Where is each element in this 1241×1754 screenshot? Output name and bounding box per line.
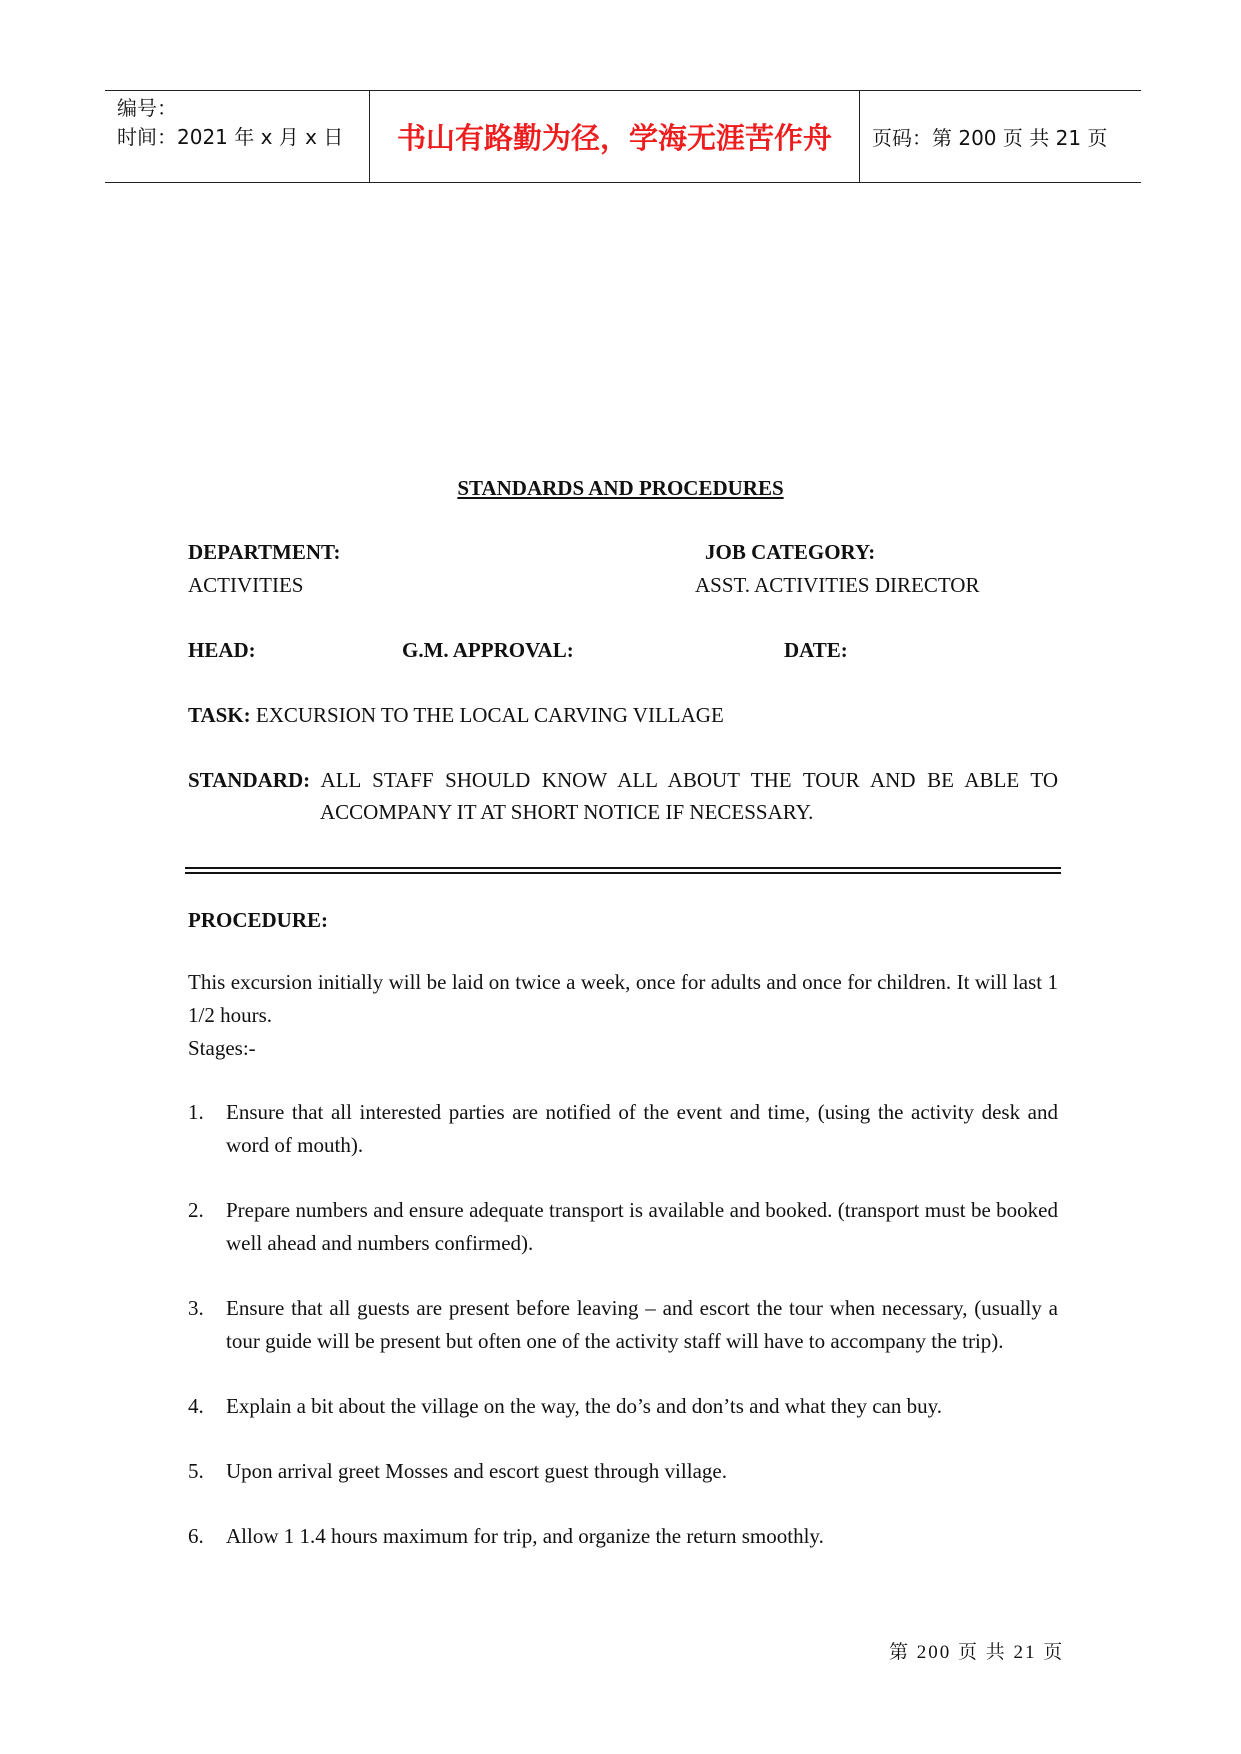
step-number: 2. <box>188 1198 204 1222</box>
step-number: 1. <box>188 1100 204 1124</box>
department-label: DEPARTMENT: <box>188 540 341 564</box>
page-footer: 第 200 页 共 21 页 <box>889 1642 1065 1663</box>
step-text: Ensure that all interested parties are notified of the event and time, (using the activity desk and word of mouth). <box>226 1100 1058 1157</box>
standard-line-2: ACCOMPANY IT AT SHORT NOTICE IF NECESSARY. <box>320 800 814 824</box>
step-text: Upon arrival greet Mosses and escort guest through village. <box>226 1459 727 1483</box>
double-divider <box>185 867 1061 874</box>
task-label: TASK: <box>188 703 251 727</box>
step-text: Ensure that all guests are present before leaving – and escort the tour when necessary, (usually a tour guide will be present but often one of the activity staff will have to accompany the trip). <box>226 1296 1058 1353</box>
header-page-code: 页码：第 200 页 共 21 页 <box>872 126 1108 150</box>
header-time-label: 时间：2021 年 x 月 x 日 <box>117 125 344 149</box>
procedure-label: PROCEDURE: <box>188 908 328 932</box>
list-item <box>188 1194 1058 1260</box>
stages-label: Stages:- <box>188 1036 256 1060</box>
list-item <box>188 1455 1058 1488</box>
header-motto: 书山有路勤为径，学海无涯苦作舟 <box>370 91 860 182</box>
step-number: 4. <box>188 1394 204 1418</box>
job-category-label: JOB CATEGORY: <box>705 540 876 564</box>
department-value: ACTIVITIES <box>188 573 304 597</box>
page-header <box>105 90 1141 183</box>
standard-line-1 <box>188 768 1058 793</box>
task-line <box>188 703 724 728</box>
step-text: Explain a bit about the village on the way, the do’s and don’ts and what they can buy. <box>226 1394 942 1418</box>
list-item <box>188 1520 1058 1553</box>
job-category-value: ASST. ACTIVITIES DIRECTOR <box>695 573 980 597</box>
step-text: Prepare numbers and ensure adequate transport is available and booked. (transport must be booked well ahead and numbers confirmed). <box>226 1198 1058 1255</box>
document-title: STANDARDS AND PROCEDURES <box>457 476 784 500</box>
step-text: Allow 1 1.4 hours maximum for trip, and organize the return smoothly. <box>226 1524 824 1548</box>
head-label: HEAD: <box>188 638 256 662</box>
step-number: 5. <box>188 1459 204 1483</box>
standard-label: STANDARD: <box>188 768 311 792</box>
steps-list <box>188 1096 1058 1553</box>
date-label: DATE: <box>784 638 848 662</box>
step-number: 3. <box>188 1296 204 1320</box>
standard-text-1: ALL STAFF SHOULD KNOW ALL ABOUT THE TOUR AND BE ABLE TO <box>310 768 1058 792</box>
intro-paragraph: This excursion initially will be laid on twice a week, once for adults and once for children. It will last 1 1/2 hours. <box>188 970 1058 1027</box>
header-number-label: 编号： <box>117 96 177 120</box>
task-value: EXCURSION TO THE LOCAL CARVING VILLAGE <box>250 703 724 727</box>
list-item <box>188 1096 1058 1162</box>
header-meta <box>105 91 370 182</box>
list-item <box>188 1292 1058 1358</box>
gm-approval-label: G.M. APPROVAL: <box>402 638 574 662</box>
list-item <box>188 1390 1058 1423</box>
step-number: 6. <box>188 1524 204 1548</box>
